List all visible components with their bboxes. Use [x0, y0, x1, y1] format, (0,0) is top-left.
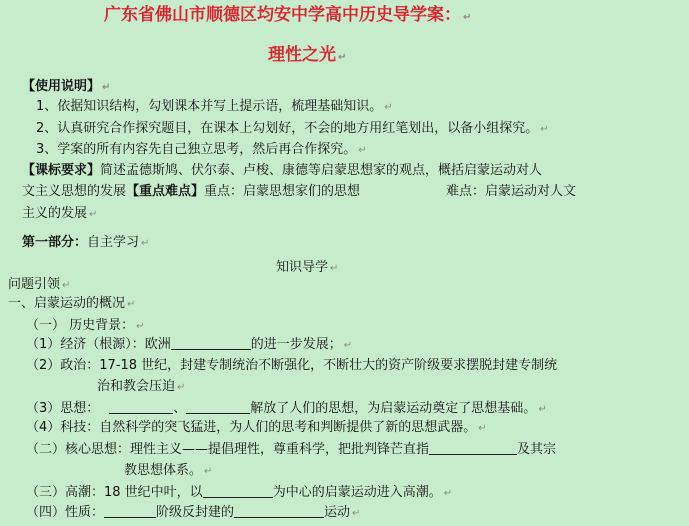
- background-heading: （一） 历史背景： ↵: [26, 318, 145, 333]
- intro-label: 问题引领 ↵: [8, 277, 71, 292]
- usage-item-2: 2、认真研究合作探究题目，在课本上勾划好，不会的地方用红笔划出，以备小组探究。 ↵: [36, 121, 549, 136]
- requirements-line-2: 文主义思想的发展【重点难点】重点：启蒙思想家们的思想: [22, 184, 361, 199]
- thought-blank-2[interactable]: [186, 400, 250, 414]
- thought-line: （3）思想： 、 解放了人们的思想，为启蒙运动奠定了思想基础。 ↵: [26, 401, 547, 416]
- usage-item-3: 3、学案的所有内容先自己独立思考，然后再合作探究。 ↵: [36, 142, 367, 157]
- core-thought-line-cont: 教思想体系。 ↵: [124, 463, 213, 478]
- nature-blank-2[interactable]: [234, 504, 324, 518]
- requirements-line-1: 【课标要求】简述孟德斯鸠、伏尔泰、卢梭、康德等启蒙思想家的观点，概括启蒙运动对人: [22, 163, 543, 178]
- difficulty-point: 难点：启蒙运动对人文: [446, 184, 577, 199]
- politics-line: （2）政治：17-18 世纪，封建专制统治不断强化，不断壮大的资产阶级要求摆脱封建专制统: [26, 358, 558, 373]
- economy-line: （1）经济（根源）：欧洲 的进一步发展； ↵: [26, 337, 353, 352]
- section1-heading: 一、启蒙运动的概况 ↵: [8, 296, 136, 311]
- economy-blank[interactable]: [171, 336, 251, 350]
- doc-subtitle: 理性之光 ↵: [268, 45, 347, 65]
- peak-line: （三）高潮：18 世纪中叶，以 为中心的启蒙运动进入高潮。 ↵: [26, 485, 453, 500]
- nature-line: （四）性质： 阶级反封建的 运动 ↵: [26, 505, 361, 520]
- nature-blank-1[interactable]: [104, 504, 156, 518]
- science-line: （4）科技：自然科学的突飞猛进，为人们的思考和判断提供了新的思想武器。 ↵: [26, 420, 487, 435]
- core-thought-blank[interactable]: [429, 441, 517, 455]
- doc-title: 广东省佛山市顺德区均安中学高中历史导学案： ↵: [104, 5, 472, 25]
- peak-blank[interactable]: [203, 484, 273, 498]
- thought-blank-1[interactable]: [109, 400, 173, 414]
- part1-heading: 第一部分：自主学习 ↵: [22, 235, 150, 250]
- usage-item-1: 1、依据知识结构，勾划课本并写上提示语，梳理基础知识。 ↵: [36, 99, 393, 114]
- politics-line-cont: 治和教会压迫 ↵: [97, 379, 186, 394]
- usage-heading: 【使用说明】 ↵: [22, 79, 111, 94]
- guide-title: 知识导学 ↵: [276, 260, 339, 275]
- core-thought-line: （二）核心思想：理性主义——提倡理性，尊重科学，把批判锋芒直指 及其宗: [26, 442, 557, 457]
- requirements-line-3: 主义的发展 ↵: [22, 206, 98, 221]
